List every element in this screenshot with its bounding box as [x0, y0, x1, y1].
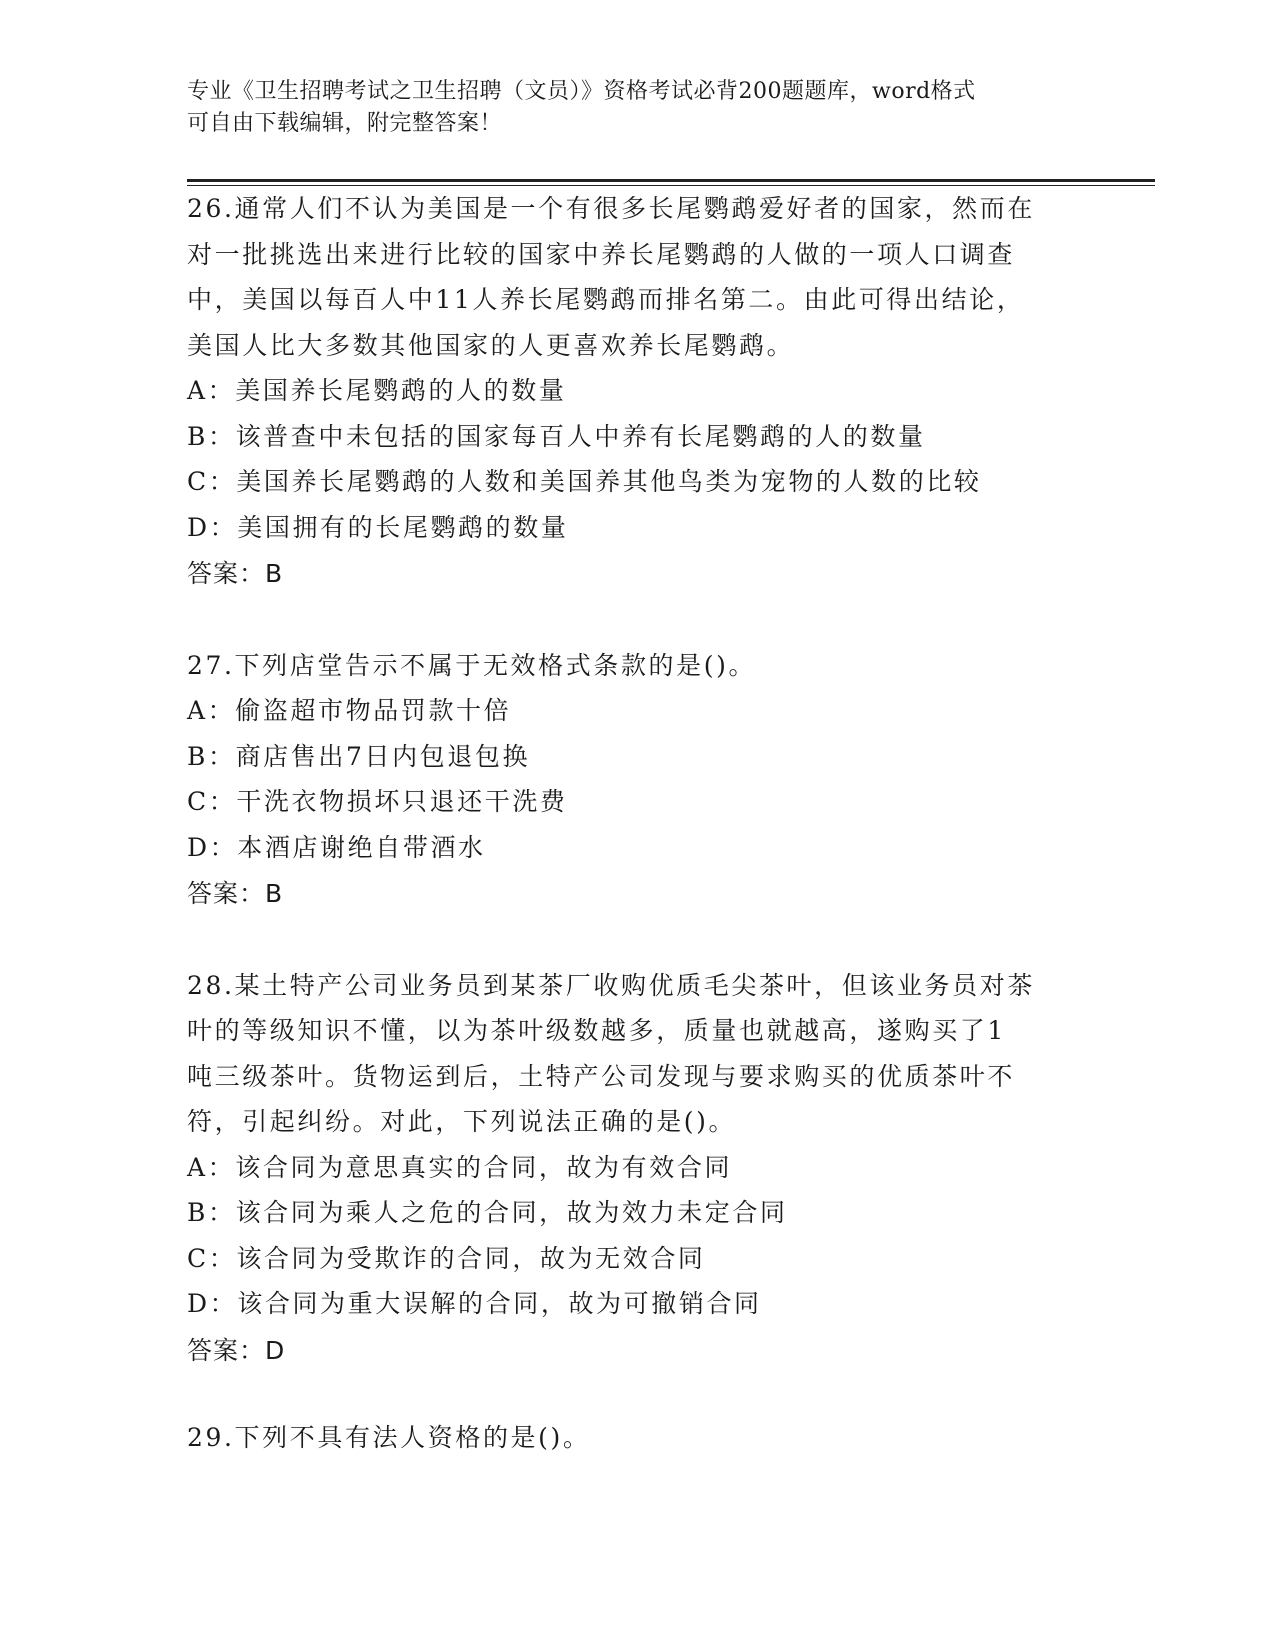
question-stem-line: 29.下列不具有法人资格的是()。	[187, 1423, 591, 1452]
option-a: A：偷盗超市物品罚款十倍	[187, 696, 512, 725]
question-stem-line: 对一批挑选出来进行比较的国家中养长尾鹦鹉的人做的一项人口调查	[187, 239, 1016, 269]
question-stem-line: 28.某土特产公司业务员到某茶厂收购优质毛尖茶叶，但该业务员对茶	[187, 970, 1035, 1000]
option-a: A：该合同为意思真实的合同，故为有效合同	[187, 1152, 733, 1182]
option-c: C：该合同为受欺诈的合同，故为无效合同	[187, 1243, 706, 1273]
question-stem-line: 27.下列店堂告示不属于无效格式条款的是()。	[187, 650, 757, 680]
question-stem-line: 叶的等级知识不懂，以为茶叶级数越多，质量也就越高，遂购买了1	[187, 1016, 1006, 1045]
question-26	[187, 186, 1087, 597]
answer-label: 答案：B	[187, 559, 284, 588]
option-c: C：美国养长尾鹦鹉的人数和美国养其他鸟类为宠物的人数的比较	[187, 467, 982, 496]
question-list	[187, 186, 1087, 1507]
question-stem-line: 26.通常人们不认为美国是一个有很多长尾鹦鹉爱好者的国家，然而在	[187, 194, 1035, 223]
question-27	[187, 643, 1087, 917]
answer-label: 答案：B	[187, 879, 284, 908]
option-b: B：商店售出7日内包退包换	[187, 741, 531, 771]
header-title-line-1: 专业《卫生招聘考试之卫生招聘（文员）》资格考试必背200题题库，word格式	[187, 79, 976, 104]
option-d: D：该合同为重大误解的合同，故为可撤销合同	[187, 1289, 762, 1318]
header-title-line-2: 可自由下载编辑，附完整答案！	[187, 111, 503, 136]
option-c: C：干洗衣物损坏只退还干洗费	[187, 787, 568, 816]
option-a: A：美国养长尾鹦鹉的人的数量	[187, 376, 567, 405]
question-stem-line: 中，美国以每百人中11人养长尾鹦鹉而排名第二。由此可得出结论，	[187, 285, 1025, 314]
header-divider-thick	[187, 179, 1155, 182]
option-d: D：本酒店谢绝自带酒水	[187, 832, 486, 862]
document-header	[187, 76, 1067, 140]
question-stem-line: 符，引起纠纷。对此，下列说法正确的是()。	[187, 1107, 737, 1136]
option-b: B：该合同为乘人之危的合同，故为效力未定合同	[187, 1198, 788, 1227]
answer-label: 答案：D	[187, 1335, 286, 1365]
option-b: B：该普查中未包括的国家每百人中养有长尾鹦鹉的人的数量	[187, 421, 926, 451]
question-28	[187, 963, 1087, 1374]
question-stem-line: 美国人比大多数其他国家的人更喜欢养长尾鹦鹉。	[187, 330, 795, 360]
question-stem-line: 吨三级茶叶。货物运到后，土特产公司发现与要求购买的优质茶叶不	[187, 1061, 1016, 1091]
question-29	[187, 1415, 1087, 1461]
option-d: D：美国拥有的长尾鹦鹉的数量	[187, 512, 569, 542]
